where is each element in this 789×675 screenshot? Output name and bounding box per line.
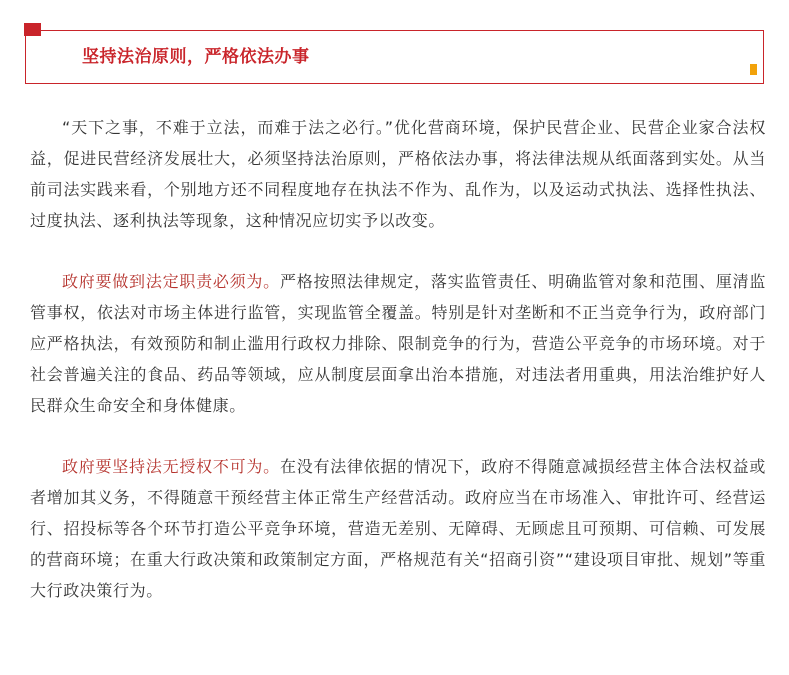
paragraph-lead: 政府要坚持法无授权不可为。 [62,457,280,476]
paragraph-text: 严格按照法律规定，落实监管责任、明确监管对象和范围、厘清监管事权，依法对市场主体进行监管，实现监管全覆盖。特别是针对垄断和不正当竞争行为，政府部门应严格执法，有效预防和制止滥用行政权力排除、限制竞争的行为，营造公平竞争的市场环境。对于社会普遍关注的食品、药品等领域，应从制度层面拿出治本措施，对违法者用重典，用法治维护好人民群众生命安全和身体健康。 [30,272,766,415]
paragraph-text: 在没有法律依据的情况下，政府不得随意减损经营主体合法权益或者增加其义务，不得随意干预经营主体正常生产经营活动。政府应当在市场准入、审批许可、经营运行、招投标等各个环节打造公平竞争环境，营造无差别、无障碍、无顾虑且可预期、可信赖、可发展的营商环境；在重大行政决策和政策制定方面，严格规范有关“招商引资”“建设项目审批、规划”等重大行政决策行为。 [30,457,766,600]
paragraph-intro [30,112,766,236]
section-title: 坚持法治原则，严格依法办事 [82,47,310,67]
title-corner-red-decoration [24,23,41,36]
article-body [30,112,766,606]
title-corner-orange-decoration [750,64,757,75]
paragraph-no-authorization [30,451,766,606]
paragraph-text: “天下之事，不难于立法，而难于法之必行。”优化营商环境，保护民营企业、民营企业家合法权益，促进民营经济发展壮大，必须坚持法治原则，严格依法办事，将法律法规从纸面落到实处。从当前司法实践来看，个别地方还不同程度地存在执法不作为、乱作为，以及运动式执法、选择性执法、过度执法、逐利执法等现象，这种情况应切实予以改变。 [30,118,766,230]
paragraph-statutory-duties [30,266,766,421]
paragraph-lead: 政府要做到法定职责必须为。 [62,272,280,291]
section-title-box [25,30,764,84]
